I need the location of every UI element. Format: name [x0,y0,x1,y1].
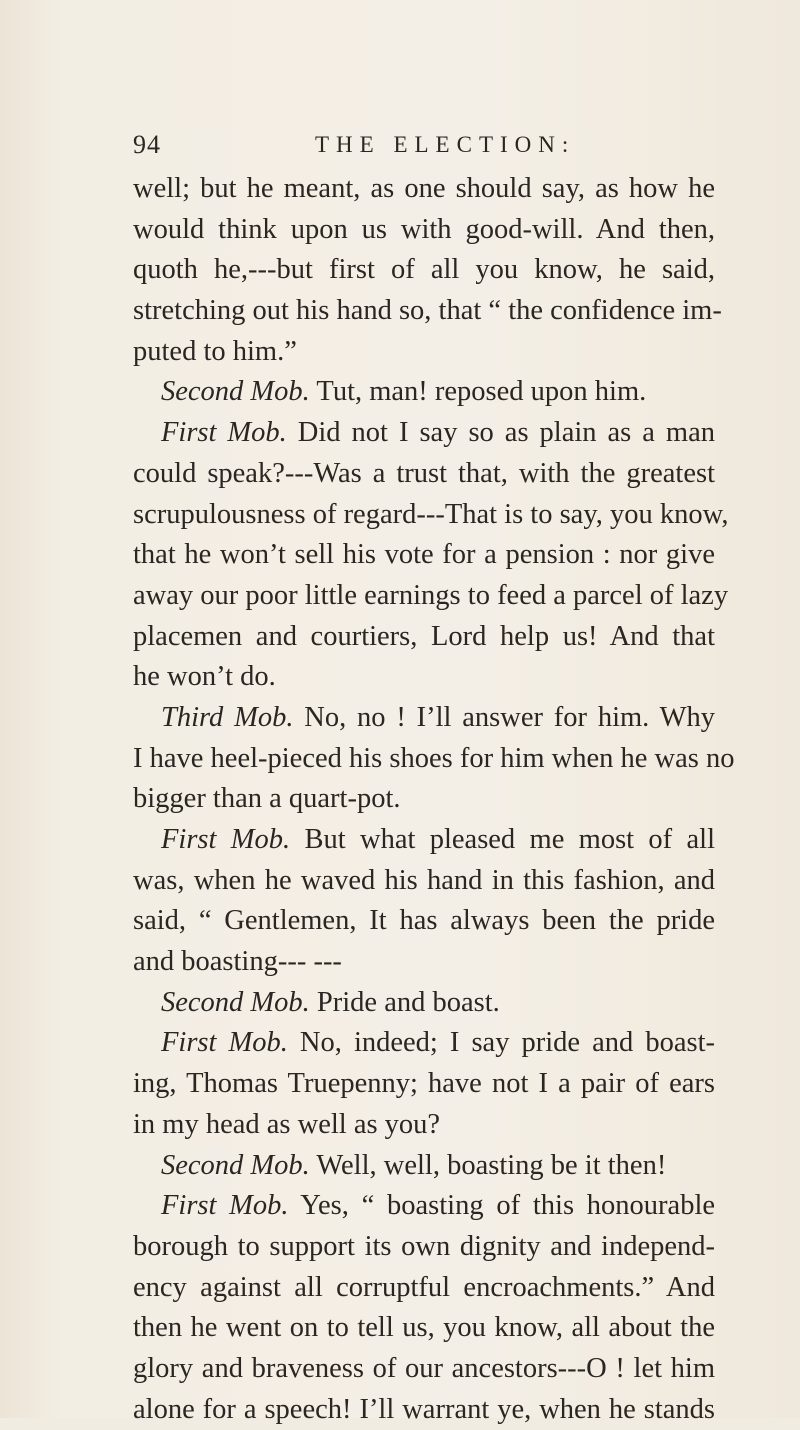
line-text: Did not I say so as plain as a man [286,417,715,449]
line-text: was, when he waved his hand in this fashion, and [133,864,715,896]
line-text: stretching out his hand so, that “ the confidence im- [133,295,722,327]
speaker-name: First Mob. [161,1027,288,1059]
line-text: bigger than a quart-pot. [133,783,401,815]
line-text: borough to support its own dignity and independ- [133,1230,715,1262]
speaker-name: Second Mob. [161,986,310,1018]
speaker-name: Second Mob. [161,1149,310,1181]
line-text: well; but he meant, as one should say, as how he [133,173,715,204]
text-line [133,1023,715,1064]
line-text: then he went on to tell us, you know, all about the [133,1312,715,1344]
text-line [133,1105,715,1146]
line-text: alone for a speech! I’ll warrant ye, when he stands [133,1393,715,1425]
running-title: THE ELECTION: [315,132,576,157]
text-line [133,169,715,210]
line-text: Pride and boast. [309,986,500,1018]
line-text: I have heel-pieced his shoes for him when he was no [133,742,735,774]
line-text: Yes, “ boasting of this honourable [288,1190,716,1222]
speaker-name: Second Mob. [161,376,310,408]
line-text: ing, Thomas Truepenny; have not I a pair of ears [133,1068,715,1100]
text-line [133,1064,715,1105]
text-line [133,657,715,698]
speaker-name: Third Mob. [161,701,294,733]
text-line [133,1146,715,1187]
line-text: that he won’t sell his vote for a pension : nor give [133,539,715,571]
text-line [133,495,729,536]
page-header [133,130,713,170]
body-text [133,169,735,1430]
text-line [133,210,715,251]
line-text: could speak?---Was a trust that, with the greatest [133,457,715,489]
speaker-name: First Mob. [161,417,287,449]
text-line [133,454,715,495]
text-line [133,413,715,454]
text-line [133,983,715,1024]
line-text: he won’t do. [133,661,276,693]
text-line [133,942,715,983]
speaker-name: First Mob. [161,824,291,855]
line-text: quoth he,---but first of all you know, he said, [133,254,715,286]
line-text: Well, well, boasting be it then! [309,1149,667,1181]
text-line [133,1390,715,1430]
text-line [133,332,715,373]
line-text: and boasting--- --- [133,946,342,978]
line-text: said, “ Gentlemen, It has always been the pride [133,905,715,937]
line-text: ency against all corruptful encroachments.” And [133,1271,715,1303]
text-line [133,1308,715,1349]
text-line [133,250,715,291]
text-line [133,1186,715,1227]
speaker-name: First Mob. [161,1190,289,1222]
text-line [133,779,715,820]
line-text: in my head as well as you? [133,1108,441,1140]
line-text: glory and braveness of our ancestors---O ! let him [133,1352,715,1384]
page-number: 94 [133,130,161,159]
line-text: No, no ! I’ll answer for him. Why [293,701,715,733]
line-text: away our poor little earnings to feed a parcel of lazy [133,579,729,611]
text-line [133,739,735,780]
line-text: But what pleased me most of all [290,824,715,855]
text-line [133,861,715,902]
line-text: placemen and courtiers, Lord help us! And that [133,620,715,652]
text-line [133,1268,715,1309]
text-line [133,535,715,576]
text-line [133,576,729,617]
text-line [133,698,715,739]
text-line [133,1227,715,1268]
text-line [133,291,722,332]
line-text: No, indeed; I say pride and boast- [287,1027,715,1059]
text-line [133,901,715,942]
line-text: would think upon us with good-will. And then, [133,213,715,245]
text-line [133,617,715,658]
line-text: scrupulousness of regard---That is to say, you know, [133,498,729,530]
text-line [133,820,715,861]
text-line [133,1349,715,1390]
line-text: puted to him.” [133,335,297,367]
text-line [133,372,715,413]
line-text: Tut, man! reposed upon him. [309,376,647,408]
